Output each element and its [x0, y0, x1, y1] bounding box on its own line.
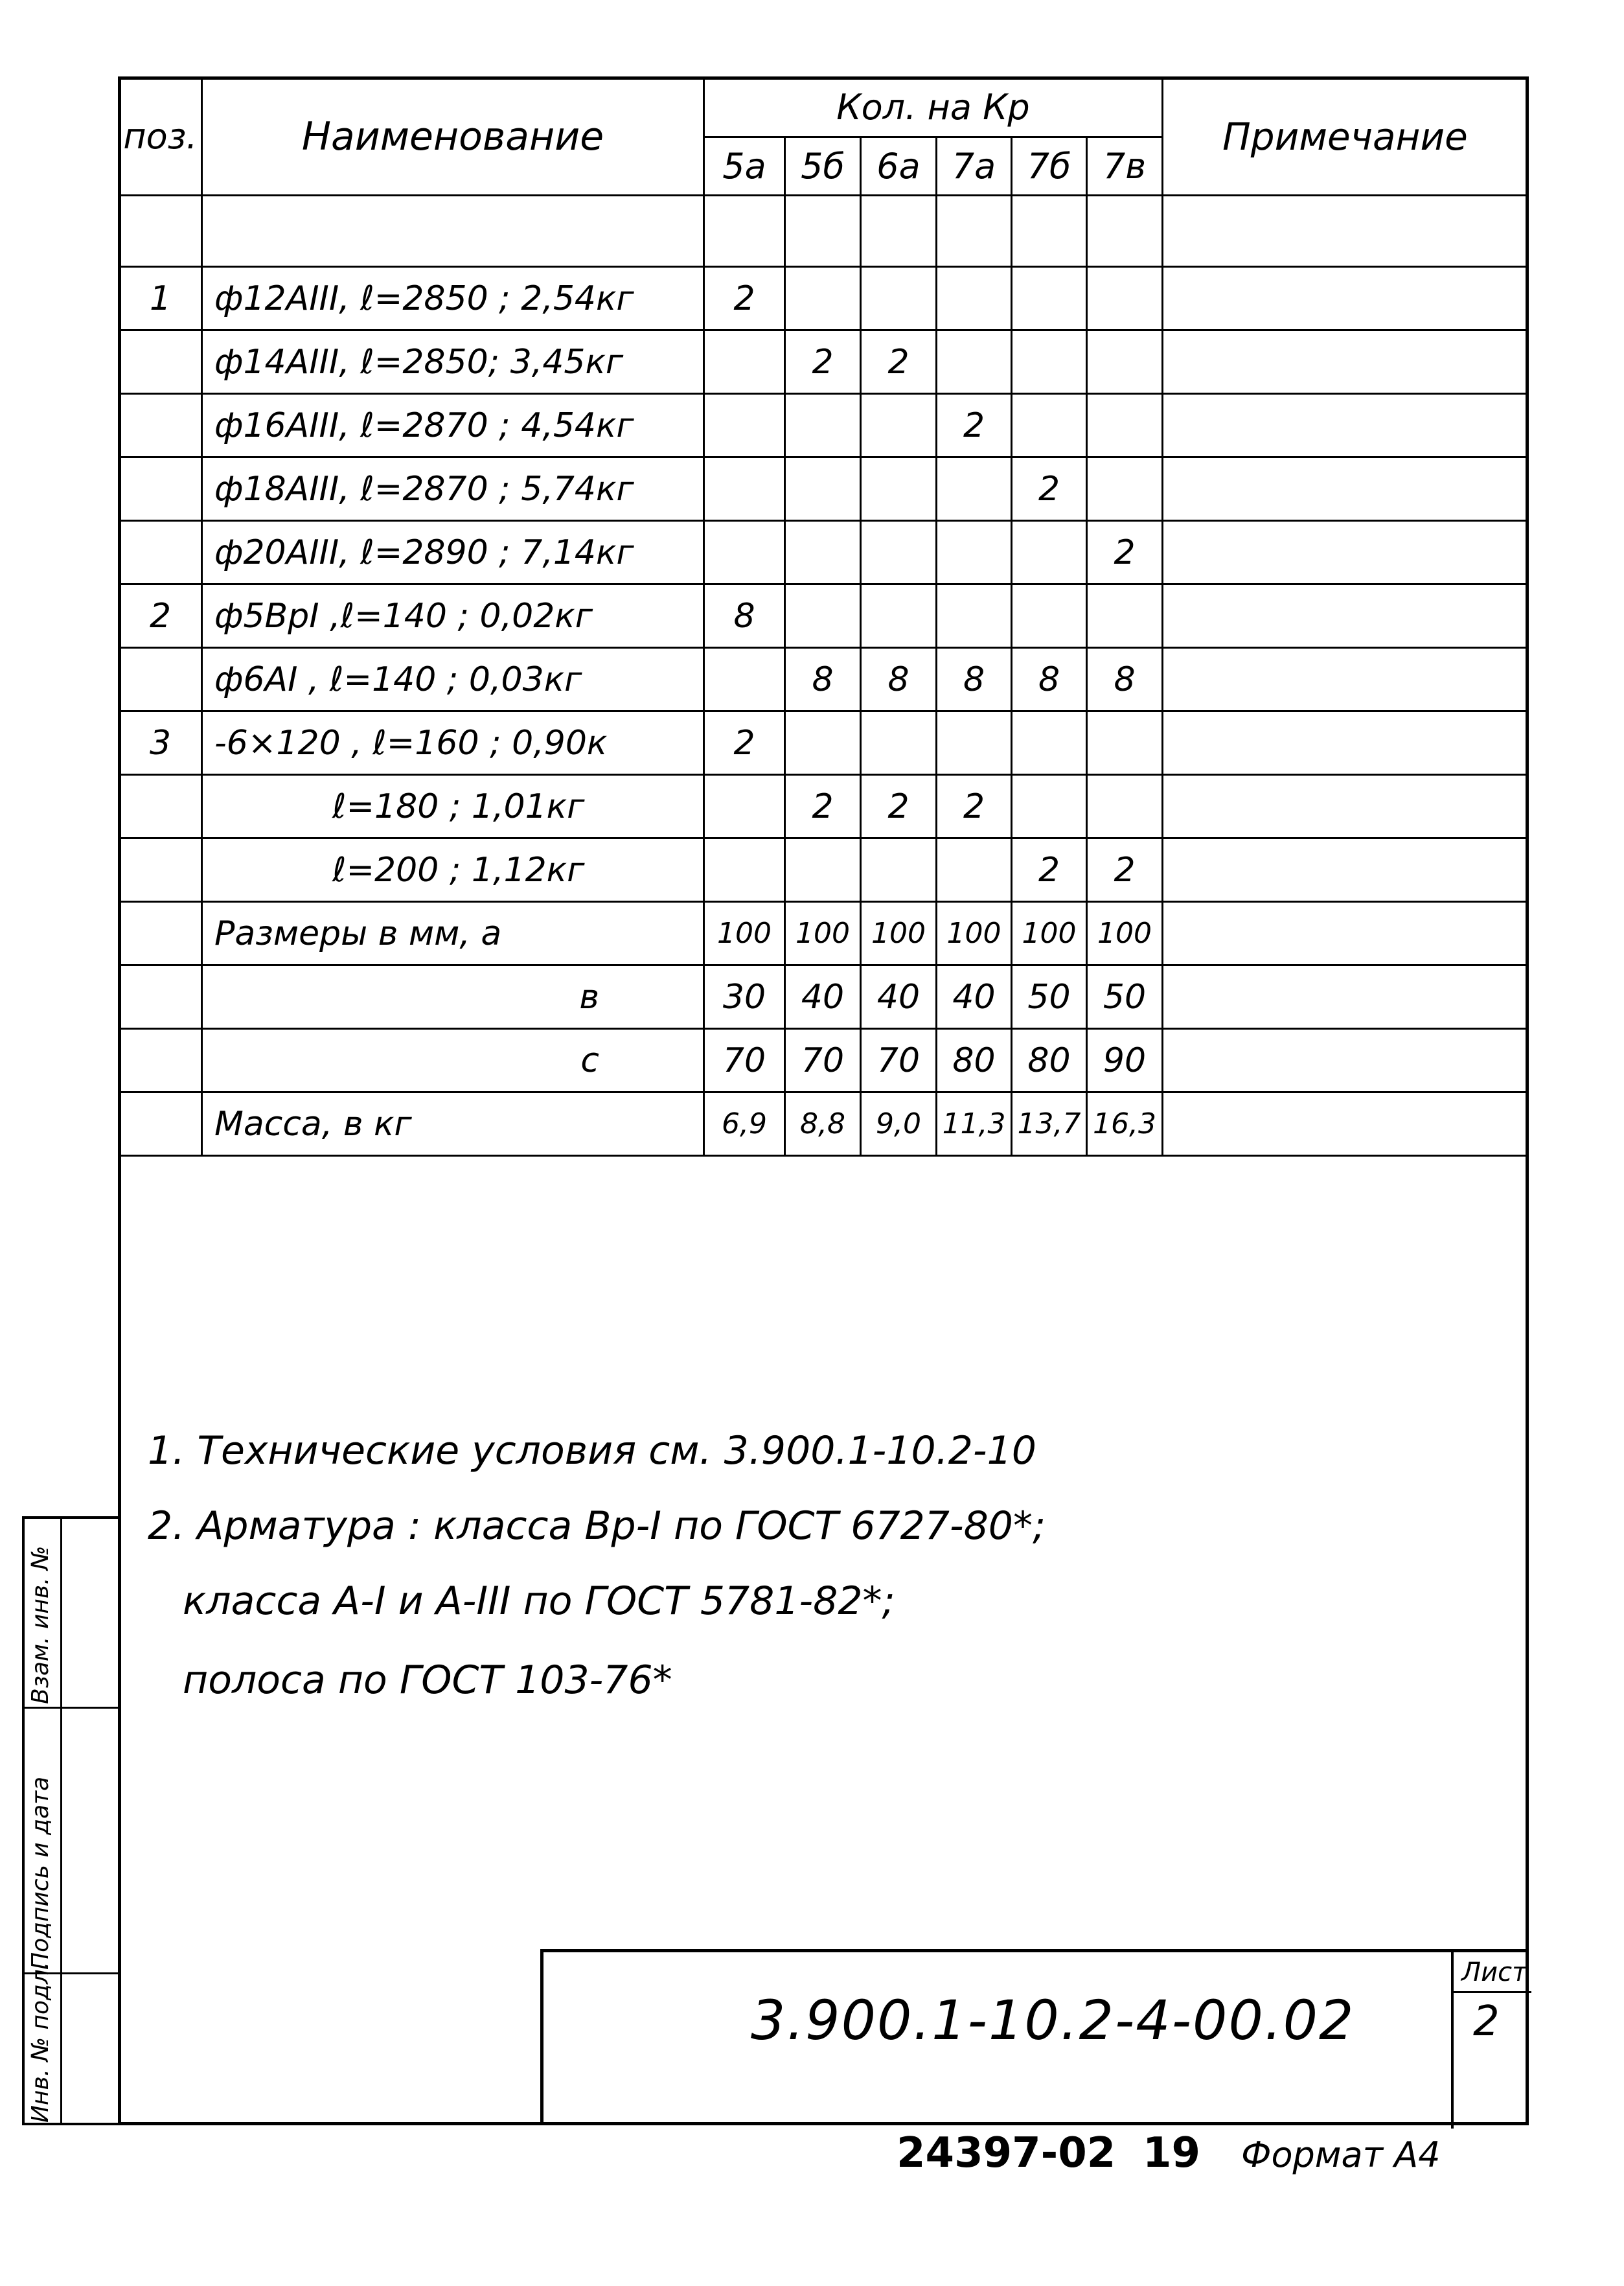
archive-number: 24397-02	[897, 2129, 1116, 2177]
table-row	[119, 1029, 1528, 1092]
cell-qty	[1012, 584, 1087, 648]
table-row	[119, 711, 1528, 775]
cell-qty: 100	[1012, 902, 1087, 965]
cell-name: ф20АIII, ℓ=2890 ; 7,14кг	[202, 521, 704, 584]
cell-qty	[937, 196, 1012, 267]
cell-qty	[861, 196, 937, 267]
cell-qty: 80	[937, 1029, 1012, 1092]
cell-pos	[119, 648, 202, 711]
cell-qty: 70	[861, 1029, 937, 1092]
cell-qty: 50	[1087, 965, 1163, 1029]
cell-qty: 2	[1012, 457, 1087, 521]
sheet-box	[1451, 1952, 1529, 2129]
page-number: 19	[1143, 2129, 1201, 2177]
cell-qty: 8,8	[785, 1092, 861, 1156]
table-row	[119, 521, 1528, 584]
cell-pos	[119, 457, 202, 521]
cell-qty: 8	[785, 648, 861, 711]
cell-name: ф18АIII, ℓ=2870 ; 5,74кг	[202, 457, 704, 521]
cell-name: ф5ВрI ,ℓ=140 ; 0,02кг	[202, 584, 704, 648]
cell-name: ℓ=200 ; 1,12кг	[202, 838, 704, 902]
cell-qty: 2	[1087, 521, 1163, 584]
table-row	[119, 457, 1528, 521]
cell-qty: 100	[861, 902, 937, 965]
cell-qty	[1012, 394, 1087, 457]
cell-qty	[785, 521, 861, 584]
cell-qty: 30	[704, 965, 785, 1029]
cell-qty	[1012, 775, 1087, 838]
cell-qty: 100	[704, 902, 785, 965]
cell-qty	[1012, 267, 1087, 330]
cell-qty	[704, 521, 785, 584]
cell-note	[1163, 196, 1528, 267]
cell-qty: 80	[1012, 1029, 1087, 1092]
side-label-vzam: Взам. инв. №	[27, 1545, 54, 1704]
note-3: класса А-I и А-III по ГОСТ 5781-82*;	[183, 1578, 895, 1624]
cell-qty: 13,7	[1012, 1092, 1087, 1156]
cell-note	[1163, 267, 1528, 330]
format-label: Формат А4	[1241, 2134, 1441, 2175]
cell-pos	[119, 394, 202, 457]
cell-name: ф6АI , ℓ=140 ; 0,03кг	[202, 648, 704, 711]
cell-qty	[704, 394, 785, 457]
note-4: полоса по ГОСТ 103-76*	[183, 1657, 672, 1703]
cell-name: -6×120 , ℓ=160 ; 0,90к	[202, 711, 704, 775]
table-row	[119, 775, 1528, 838]
header-variant: 7б	[1012, 137, 1087, 196]
cell-qty	[1087, 196, 1163, 267]
cell-qty: 100	[1087, 902, 1163, 965]
cell-qty: 2	[704, 711, 785, 775]
cell-qty	[1087, 584, 1163, 648]
header-qty-group: Кол. на Кр	[704, 78, 1163, 137]
cell-qty	[1012, 711, 1087, 775]
table-row	[119, 902, 1528, 965]
cell-qty: 11,3	[937, 1092, 1012, 1156]
table-row	[119, 838, 1528, 902]
cell-name: в	[202, 965, 704, 1029]
cell-qty: 2	[937, 775, 1012, 838]
cell-pos	[119, 838, 202, 902]
cell-pos	[119, 902, 202, 965]
cell-qty: 2	[785, 330, 861, 394]
table-row	[119, 965, 1528, 1029]
cell-qty	[785, 457, 861, 521]
cell-qty	[704, 196, 785, 267]
note-2: 2. Арматура : класса Вр-I по ГОСТ 6727-80*;	[148, 1503, 1046, 1549]
cell-qty	[937, 838, 1012, 902]
cell-qty	[937, 521, 1012, 584]
document-code: 3.900.1-10.2-4-00.02	[751, 1989, 1355, 2052]
cell-pos	[119, 775, 202, 838]
cell-pos: 2	[119, 584, 202, 648]
cell-note	[1163, 394, 1528, 457]
cell-qty	[785, 394, 861, 457]
cell-qty: 6,9	[704, 1092, 785, 1156]
cell-note	[1163, 1092, 1528, 1156]
header-variant: 7а	[937, 137, 1012, 196]
header-variant: 7в	[1087, 137, 1163, 196]
side-divider	[25, 1707, 120, 1709]
cell-qty	[704, 648, 785, 711]
side-stamp-strip	[22, 1516, 118, 2125]
cell-qty	[937, 711, 1012, 775]
cell-qty: 2	[861, 330, 937, 394]
cell-qty	[861, 521, 937, 584]
cell-note	[1163, 965, 1528, 1029]
cell-note	[1163, 902, 1528, 965]
cell-qty	[861, 838, 937, 902]
cell-qty: 2	[785, 775, 861, 838]
header-name: Наименование	[202, 78, 704, 196]
cell-name: ф12АIII, ℓ=2850 ; 2,54кг	[202, 267, 704, 330]
cell-qty	[937, 457, 1012, 521]
cell-qty	[1087, 330, 1163, 394]
header-variant: 6а	[861, 137, 937, 196]
cell-qty	[704, 457, 785, 521]
cell-qty	[785, 711, 861, 775]
cell-name: ℓ=180 ; 1,01кг	[202, 775, 704, 838]
cell-name: Масса, в кг	[202, 1092, 704, 1156]
cell-qty: 50	[1012, 965, 1087, 1029]
cell-qty	[785, 267, 861, 330]
specification-table	[118, 76, 1529, 1157]
cell-pos: 3	[119, 711, 202, 775]
sheet-number: 2	[1473, 1998, 1500, 2046]
cell-pos	[119, 1092, 202, 1156]
cell-qty	[785, 196, 861, 267]
cell-pos	[119, 1029, 202, 1092]
cell-qty	[861, 394, 937, 457]
cell-note	[1163, 711, 1528, 775]
cell-pos	[119, 330, 202, 394]
note-1: 1. Технические условия см. 3.900.1-10.2-10	[148, 1428, 1036, 1473]
cell-qty: 9,0	[861, 1092, 937, 1156]
cell-pos	[119, 965, 202, 1029]
cell-qty: 70	[785, 1029, 861, 1092]
cell-qty	[861, 584, 937, 648]
cell-qty	[861, 267, 937, 330]
table-row	[119, 394, 1528, 457]
cell-pos: 1	[119, 267, 202, 330]
cell-qty: 2	[1012, 838, 1087, 902]
cell-qty: 8	[861, 648, 937, 711]
table-row	[119, 648, 1528, 711]
cell-qty: 16,3	[1087, 1092, 1163, 1156]
header-variant: 5а	[704, 137, 785, 196]
cell-note	[1163, 330, 1528, 394]
cell-note	[1163, 648, 1528, 711]
cell-qty: 40	[861, 965, 937, 1029]
side-label-inv-podl: Инв. № подл.	[27, 1961, 54, 2123]
header-variant: 5б	[785, 137, 861, 196]
table-row	[119, 196, 1528, 267]
cell-name: ф16АIII, ℓ=2870 ; 4,54кг	[202, 394, 704, 457]
cell-qty: 100	[937, 902, 1012, 965]
cell-note	[1163, 521, 1528, 584]
table-row	[119, 330, 1528, 394]
cell-name: с	[202, 1029, 704, 1092]
sheet-label: Лист	[1461, 1957, 1527, 1987]
cell-note	[1163, 838, 1528, 902]
cell-qty	[861, 711, 937, 775]
table-row	[119, 584, 1528, 648]
cell-note	[1163, 457, 1528, 521]
cell-name: Размеры в мм, а	[202, 902, 704, 965]
cell-qty	[704, 838, 785, 902]
cell-qty	[1087, 267, 1163, 330]
cell-qty	[1087, 775, 1163, 838]
cell-qty: 8	[1087, 648, 1163, 711]
side-label-podpis: Подпись и дата	[27, 1776, 54, 1970]
cell-qty	[1087, 394, 1163, 457]
sheet-divider	[1454, 1991, 1531, 1993]
cell-qty	[861, 457, 937, 521]
cell-qty: 2	[937, 394, 1012, 457]
cell-qty	[937, 330, 1012, 394]
cell-pos	[119, 196, 202, 267]
table-row	[119, 1092, 1528, 1156]
cell-qty: 8	[937, 648, 1012, 711]
cell-qty	[1012, 196, 1087, 267]
cell-qty: 8	[704, 584, 785, 648]
cell-qty	[785, 584, 861, 648]
cell-qty	[704, 330, 785, 394]
table-row	[119, 267, 1528, 330]
cell-qty: 2	[861, 775, 937, 838]
cell-qty: 2	[704, 267, 785, 330]
header-note: Примечание	[1163, 78, 1528, 196]
cell-qty	[937, 584, 1012, 648]
header-pos: поз.	[119, 78, 202, 196]
cell-qty: 40	[937, 965, 1012, 1029]
cell-name: ф14АIII, ℓ=2850; 3,45кг	[202, 330, 704, 394]
cell-qty: 90	[1087, 1029, 1163, 1092]
cell-note	[1163, 584, 1528, 648]
cell-pos	[119, 521, 202, 584]
title-block	[540, 1949, 1529, 2125]
cell-qty: 8	[1012, 648, 1087, 711]
cell-note	[1163, 775, 1528, 838]
cell-name	[202, 196, 704, 267]
cell-qty	[1087, 457, 1163, 521]
cell-qty	[1012, 330, 1087, 394]
cell-note	[1163, 1029, 1528, 1092]
cell-qty	[785, 838, 861, 902]
cell-qty: 70	[704, 1029, 785, 1092]
cell-qty: 100	[785, 902, 861, 965]
cell-qty: 2	[1087, 838, 1163, 902]
cell-qty	[1087, 711, 1163, 775]
cell-qty	[1012, 521, 1087, 584]
cell-qty: 40	[785, 965, 861, 1029]
cell-qty	[704, 775, 785, 838]
cell-qty	[937, 267, 1012, 330]
